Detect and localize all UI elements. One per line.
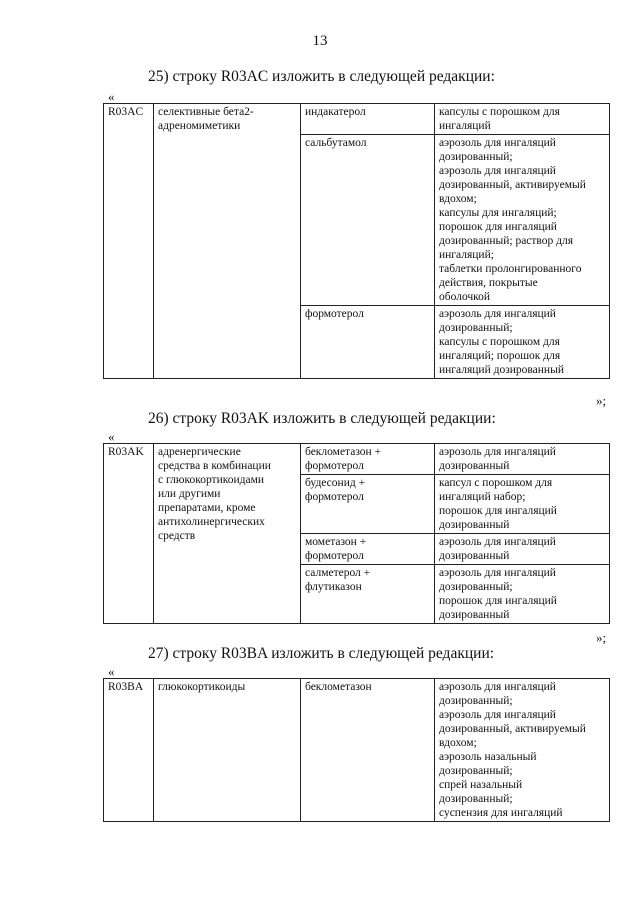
dosage-forms: аэрозоль для ингаляций дозированный (435, 534, 610, 565)
atc-code: R03AC (104, 104, 154, 379)
open-quote: « (108, 89, 115, 104)
atc-group: адренергические средства в комбинации с глюкокортикоидами или другими препаратами, кроме антихолинергических средств (154, 444, 301, 624)
dosage-forms: аэрозоль для ингаляций дозированный (435, 444, 610, 475)
table-row (104, 104, 610, 135)
table-r03ba (103, 678, 610, 822)
dosage-forms: капсулы с порошком для ингаляций (435, 104, 610, 135)
drug-name: сальбутамол (301, 135, 435, 306)
dosage-forms: аэрозоль для ингаляций дозированный; порошок для ингаляций дозированный (435, 565, 610, 624)
dosage-forms: аэрозоль для ингаляций дозированный; аэрозоль для ингаляций дозированный, активируемый вдохом; капсулы для ингаляций; порошок для ингаляций дозированный; раствор для ингаляций; таблетки пролонгированного действия, покрытые оболочкой (435, 135, 610, 306)
atc-group: глюкокортикоиды (154, 679, 301, 822)
atc-code: R03BA (104, 679, 154, 822)
drug-name: формотерол (301, 306, 435, 379)
atc-code: R03AK (104, 444, 154, 624)
table-row (104, 679, 610, 822)
open-quote: « (108, 664, 115, 679)
dosage-forms: аэрозоль для ингаляций дозированный; аэрозоль для ингаляций дозированный, активируемый вдохом; аэрозоль назальный дозированный; спрей назальный дозированный; суспензия для ингаляций (435, 679, 610, 822)
dosage-forms: аэрозоль для ингаляций дозированный; капсулы с порошком для ингаляций; порошок для ингаляций дозированный (435, 306, 610, 379)
section-heading-27: 27) строку R03BA изложить в следующей редакции: (148, 645, 495, 662)
table-r03ak (103, 443, 610, 624)
drug-name: беклометазон + формотерол (301, 444, 435, 475)
open-quote: « (108, 429, 115, 444)
atc-group: селективные бета2-адреномиметики (154, 104, 301, 379)
page-number: 13 (312, 33, 328, 49)
close-quote: »; (596, 393, 607, 408)
table-r03ac (103, 103, 610, 379)
drug-name: беклометазон (301, 679, 435, 822)
section-heading-26: 26) строку R03AK изложить в следующей редакции: (148, 410, 496, 427)
drug-name: салметерол + флутиказон (301, 565, 435, 624)
drug-name: мометазон + формотерол (301, 534, 435, 565)
drug-name: индакатерол (301, 104, 435, 135)
close-quote: »; (596, 630, 607, 645)
section-heading-25: 25) строку R03AC изложить в следующей редакции: (148, 68, 495, 85)
drug-name: будесонид + формотерол (301, 475, 435, 534)
dosage-forms: капсул с порошком для ингаляций набор; порошок для ингаляций дозированный (435, 475, 610, 534)
table-row (104, 444, 610, 475)
